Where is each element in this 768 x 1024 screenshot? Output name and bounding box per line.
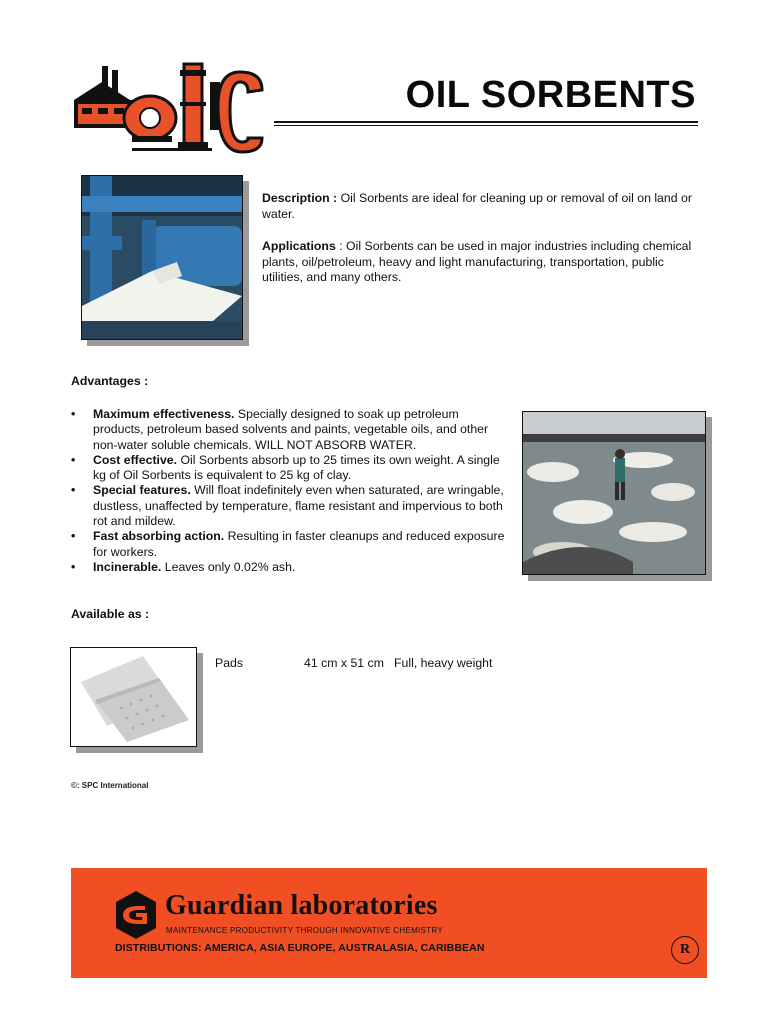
company-logo — [72, 52, 272, 162]
list-item — [71, 483, 511, 529]
guardian-logo-icon — [115, 890, 157, 940]
description-paragraph — [262, 191, 702, 222]
copyright-note — [71, 781, 148, 790]
advantage-text: Will float indefinitely even when saturated, are wringable, dustless, unaffected by temperature, flame resistant and impervious to both rot and mildew. — [93, 483, 504, 529]
advantage-title: Incinerable. — [93, 559, 162, 574]
product-name: Pads — [215, 656, 244, 670]
advantages-list — [71, 407, 511, 575]
company-banner — [71, 868, 707, 978]
product-weight: Full, heavy weight — [394, 656, 493, 670]
advantage-title: Cost effective. — [93, 452, 178, 467]
title-rule — [274, 121, 698, 123]
available-heading: Available as : — [71, 607, 150, 621]
shoreline-cleanup-photo — [522, 411, 706, 575]
industrial-pipes-photo — [81, 175, 243, 340]
product-size: 41 cm x 51 cm — [304, 656, 384, 670]
description-text: Oil Sorbents are ideal for cleaning up or removal of oil on land or water. — [262, 191, 692, 221]
list-item — [71, 529, 511, 560]
applications-text: : Oil Sorbents can be used in major industries including chemical plants, oil/petroleum, heavy and light manufacturing, transportation, public utilities, and many others. — [262, 239, 692, 284]
advantage-text: Resulting in faster cleanups and reduced exposure for workers. — [93, 529, 505, 559]
advantages-heading: Advantages : — [71, 374, 149, 388]
advantage-text: Specially designed to soak up petroleum products, petroleum based solvents and paints, vegetable oils, and other non-water soluble chemicals. WILL NOT ABSORB WATER. — [93, 407, 489, 452]
product-description — [262, 191, 702, 303]
bullet-icon: • — [71, 483, 76, 498]
brand-name: Guardian laboratories — [165, 890, 438, 921]
list-item — [71, 453, 511, 484]
advantage-text: Oil Sorbents absorb up to 25 times its own weight. A single kg of Oil Sorbents is equivalent to 25 kg of clay. — [93, 452, 500, 483]
title-rule-thin — [274, 125, 698, 126]
advantage-title: Special features. — [93, 483, 191, 498]
distribution-regions: DISTRIBUTIONS: AMERICA, ASIA EUROPE, AUSTRALASIA, CARIBBEAN — [115, 942, 485, 954]
list-item — [71, 407, 511, 453]
advantage-text: Leaves only 0.02% ash. — [161, 559, 296, 574]
copyright-icon: © — [71, 781, 77, 790]
list-item — [71, 560, 511, 575]
page-title: OIL SORBENTS — [405, 74, 696, 116]
bullet-icon: • — [71, 452, 76, 467]
advantage-title: Fast absorbing action. — [93, 529, 225, 544]
copyright-text: : SPC International — [76, 781, 149, 790]
bullet-icon: • — [71, 559, 76, 574]
registered-trademark-icon: R — [671, 936, 699, 964]
description-label: Description : — [262, 191, 338, 205]
sorbent-pads-photo — [70, 647, 197, 747]
advantage-title: Maximum effectiveness. — [93, 407, 235, 421]
bullet-icon: • — [71, 529, 76, 544]
applications-paragraph — [262, 239, 702, 286]
brand-tagline: MAINTENANCE PRODUCTIVITY THROUGH INNOVATIVE CHEMISTRY — [166, 926, 443, 935]
applications-label: Applications — [262, 239, 336, 253]
bullet-icon: • — [71, 407, 76, 421]
